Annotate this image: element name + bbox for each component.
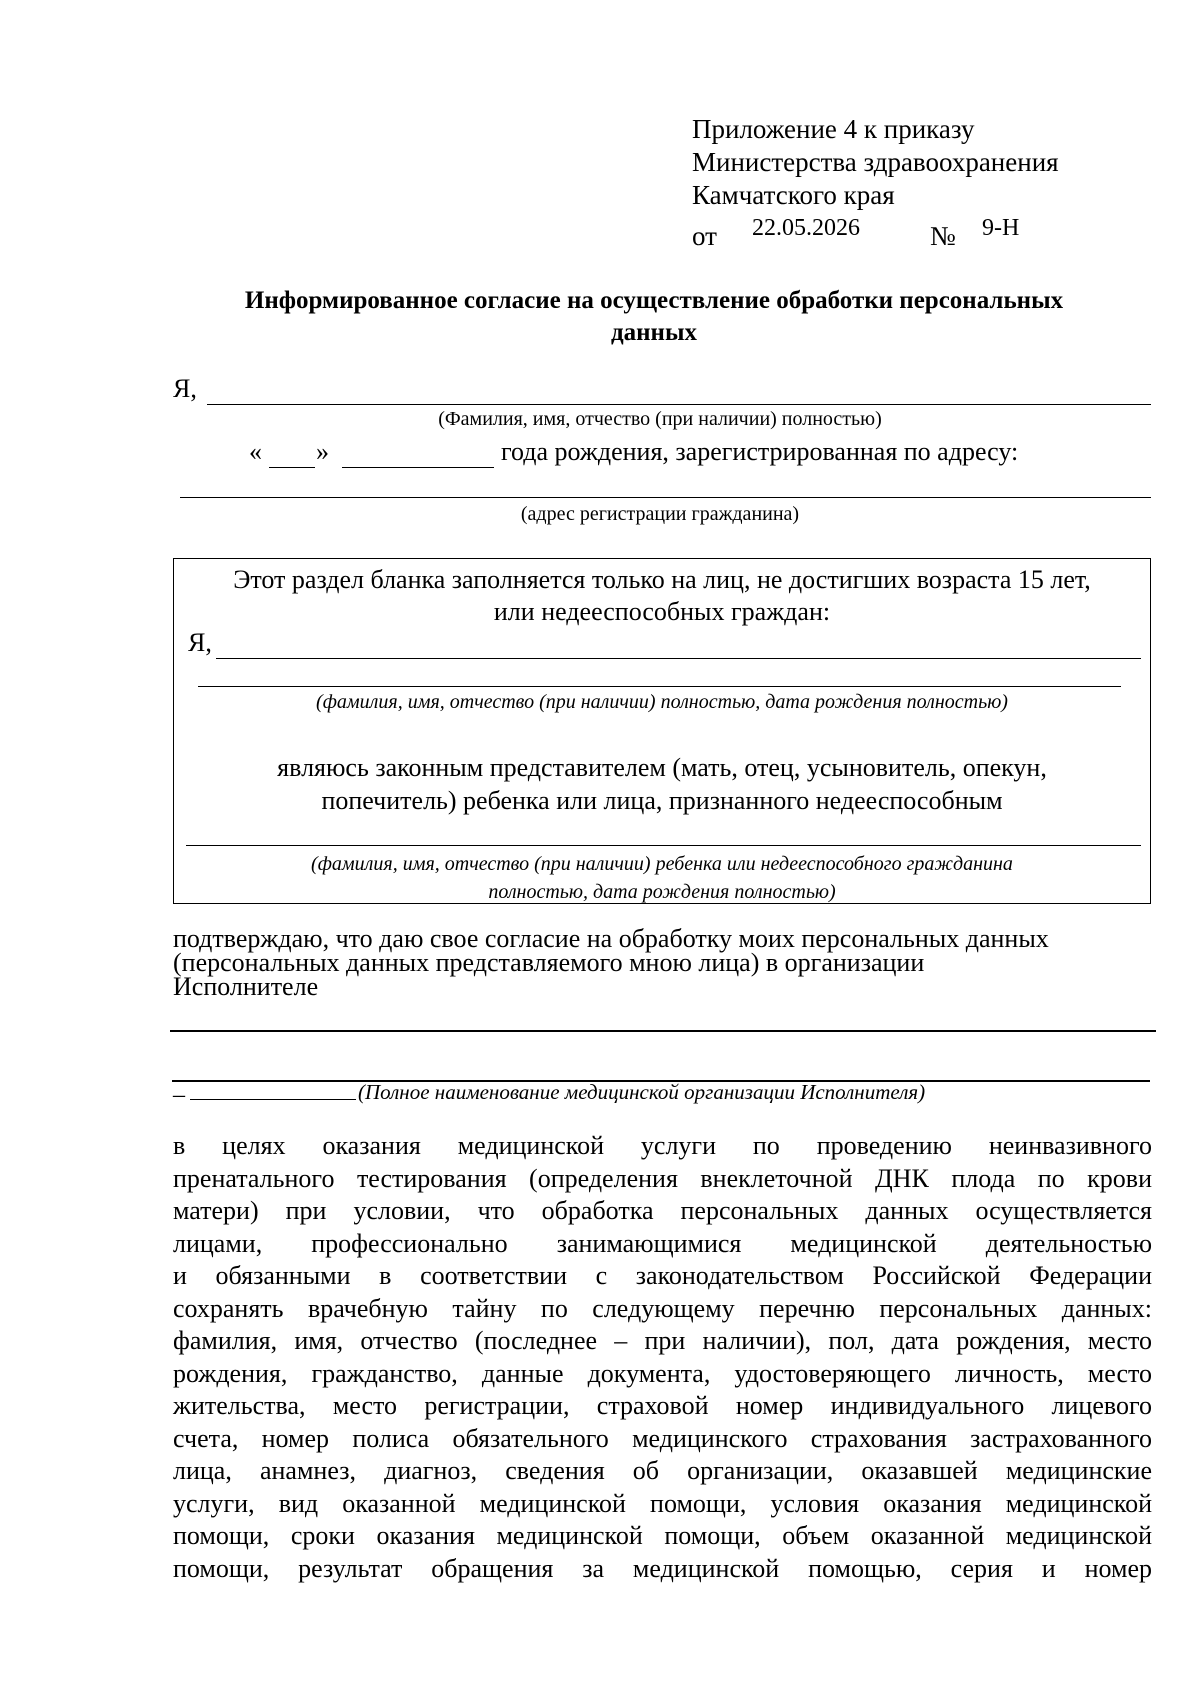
representative-line: являюсь законным представителем (мать, отец, усыновитель, опекун, [277, 753, 1047, 782]
body-line: в целях оказания медицинской услуги по проведению неинвазивного [173, 1131, 1152, 1160]
birth-address-text: года рождения, зарегистрированная по адресу: [501, 437, 1019, 466]
organization-underscore: _ [173, 1074, 185, 1100]
confirmation-line: (персональных данных представляемого мною лица) в организации [173, 948, 925, 977]
title-line: Информированное согласие на осуществление обработки персональных [244, 287, 1064, 314]
applicant-fio-caption: (Фамилия, имя, отчество (при наличии) полностью) [438, 408, 882, 430]
appendix-line: Приложение 4 к приказу [692, 114, 975, 144]
body-line: лицами, профессионально занимающимися медицинской деятельностью [173, 1228, 1152, 1258]
document-title [160, 285, 1148, 349]
guardian-heading-line: или недееспособных граждан: [493, 597, 831, 626]
birth-day-open-quote: « [249, 437, 262, 466]
guardian-fio-field[interactable] [216, 632, 1141, 659]
body-line: матери) при условии, что обработка персональных данных осуществляется [173, 1196, 1152, 1225]
birth-day-field[interactable] [269, 441, 315, 468]
representative-statement [173, 751, 1151, 817]
address-field[interactable] [180, 475, 1151, 498]
guardian-heading-line: Этот раздел бланка заполняется только на лиц, не достигших возраста 15 лет, [233, 565, 1091, 594]
confirmation-line: Исполнителе [173, 972, 319, 1001]
order-number: 9-Н [982, 215, 1020, 241]
date-prefix: от [692, 221, 717, 251]
birth-year-field[interactable] [342, 441, 494, 468]
consent-confirmation [173, 924, 1049, 1001]
child-fio-field[interactable] [186, 823, 1141, 846]
organization-field-3[interactable] [190, 1075, 356, 1100]
order-date: 22.05.2026 [752, 215, 860, 241]
body-line: жительства, место регистрации, страховой номер индивидуального лицевого [173, 1391, 1152, 1420]
child-fio-caption [173, 850, 1151, 906]
appendix-reference [692, 113, 1059, 212]
organization-caption: (Полное наименование медицинской организации Исполнителя) [358, 1080, 926, 1104]
appendix-line: Министерства здравоохранения [692, 147, 1059, 177]
child-caption-line: полностью, дата рождения полностью) [488, 881, 836, 903]
body-line: фамилия, имя, отчество (последнее – при наличии), пол, дата рождения, место [173, 1326, 1152, 1355]
representative-line: попечитель) ребенка или лица, признанного недееспособным [321, 786, 1003, 815]
body-line: сохранять врачебную тайну по следующему перечню персональных данных: [173, 1293, 1152, 1323]
title-line: данных [611, 319, 697, 346]
birth-day-close-quote: » [316, 437, 329, 466]
confirmation-line: подтверждаю, что даю свое согласие на обработку моих персональных данных [173, 924, 1049, 953]
guardian-heading [173, 564, 1151, 628]
consent-body [173, 1130, 1152, 1585]
order-date-number [692, 215, 1032, 249]
body-line: лица, анамнез, диагноз, сведения об организации, оказавшей медицинские [173, 1456, 1152, 1485]
body-line: и обязанными в соответствии с законодательством Российской Федерации [173, 1261, 1152, 1290]
guardian-fio-caption: (фамилия, имя, отчество (при наличии) полностью, дата рождения полностью) [316, 691, 1008, 713]
body-line: пренатального тестирования (определения внеклеточной ДНК плода по крови [173, 1163, 1152, 1193]
child-caption-line: (фамилия, имя, отчество (при наличии) ребенка или недееспособного гражданина [311, 853, 1013, 875]
applicant-fio-field[interactable] [207, 378, 1151, 405]
applicant-prefix: Я, [173, 374, 197, 403]
number-sign: № [930, 221, 956, 251]
appendix-line: Камчатского края [692, 180, 895, 210]
guardian-prefix: Я, [188, 628, 212, 657]
body-line: услуги, вид оказанной медицинской помощи, условия оказания медицинской [173, 1488, 1152, 1518]
body-line: рождения, гражданство, данные документа, удостоверяющего личность, место [173, 1358, 1152, 1388]
organization-field[interactable] [170, 1010, 1156, 1032]
body-line: счета, номер полиса обязательного медицинского страхования застрахованного [173, 1423, 1152, 1453]
body-line: помощи, сроки оказания медицинской помощи, объем оказанной медицинской [173, 1521, 1152, 1550]
body-line: помощи, результат обращения за медицинской помощью, серия и номер [173, 1553, 1152, 1583]
guardian-fio-field-2[interactable] [198, 664, 1121, 687]
address-caption: (адрес регистрации гражданина) [520, 503, 800, 525]
